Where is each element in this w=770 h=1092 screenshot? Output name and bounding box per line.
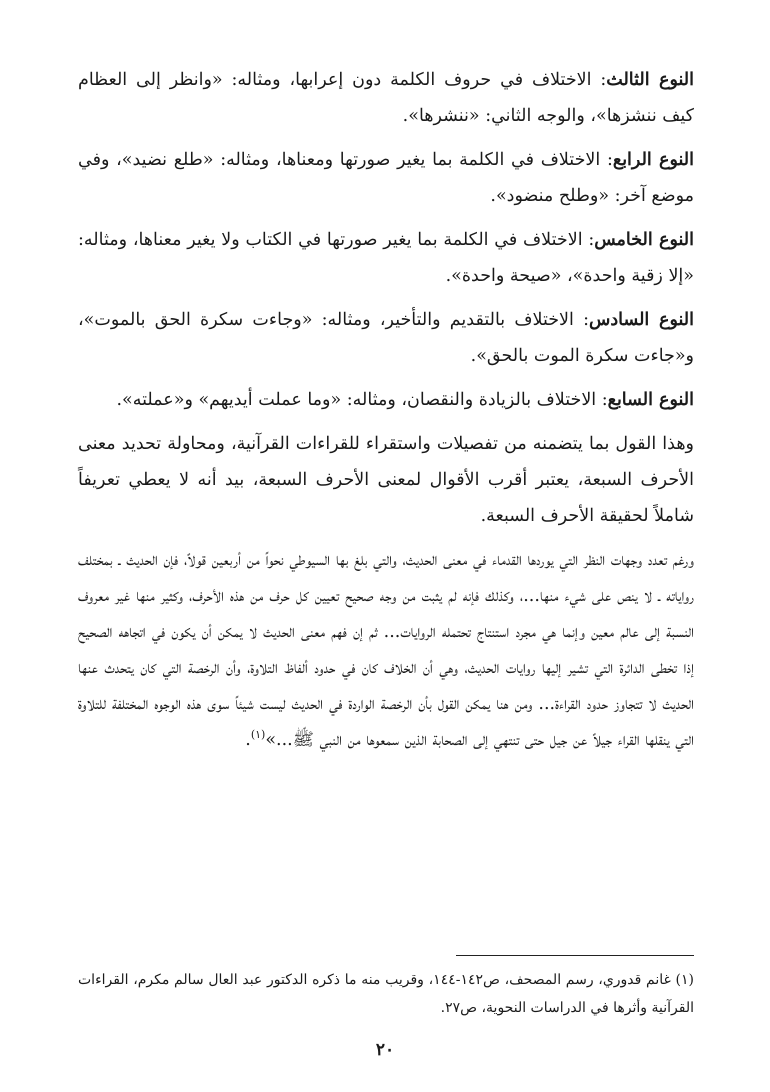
- type-4-paragraph: [78, 142, 694, 214]
- type-5-text: : الاختلاف في الكلمة بما يغير صورتها في الكتاب ولا يغير معناها، ومثاله: «إلا زقية واحدة»، «صيحة واحدة».: [78, 230, 694, 286]
- discussion-paragraph: ورغم تعدد وجهات النظر التي يوردها القدماء في معنى الحديث، والتي بلغ بها السيوطي نحواً من أربعين قولاً، فإن الحديث ـ بمختلف رواياته ـ لا ينص على شيء منها...، وكذلك فإنه لم يثبت من وجه صحيح تعيين كل حرف من هذه الأحرف، وكثير منها غير معروف النسبة إلى عالم معين وإنما هي مجرد استنتاج تحتمله الروايات... ثم إن فهم معنى الحديث لا يمكن أن يكون في اتجاهه الصحيح إذا تخطى الدائرة التي تشير إليها روايات الحديث، وهي أن الخلاف كان في حدود ألفاظ التلاوة، وأن الرخصة التي كان يتحدث عنها الحديث لا تتجاوز حدود القراءة... ومن هنا يمكن القول بأن الرخصة الواردة في الحديث ليست شيئاً سوى هذه الوجوه المختلفة للتلاوة التي ينقلها القراء جيلاً عن جيل حتى تنتهي إلى الصحابة الذين سمعوها من النبي ﷺ...»$^{(١)}$.: [78, 550, 694, 750]
- footnote-reference: (١): [250, 728, 266, 742]
- type-7-heading: النوع السابع: [607, 390, 694, 410]
- summary-paragraph: وهذا القول بما يتضمنه من تفصيلات واستقراء للقراءات القرآنية، ومحاولة تحديد معنى الأحرف السبعة، يعتبر أقرب الأقوال لمعنى الأحرف السبعة، بيد أنه لا يعطي تعريفاً شاملاً لحقيقة الأحرف السبعة.: [78, 434, 694, 526]
- page-body: [78, 62, 694, 766]
- type-7-paragraph: [78, 382, 694, 418]
- type-6-paragraph: [78, 302, 694, 374]
- footnote: (١) غانم قدوري، رسم المصحف، ص١٤٢-١٤٤، وقريب منه ما ذكره الدكتور عبد العال سالم مكرم، القراءات القرآنية وأثرها في الدراسات النحوية، ص٢٧.: [78, 972, 694, 1016]
- type-4-text: : الاختلاف في الكلمة بما يغير صورتها ومعناها، ومثاله: «طلع نضيد»، وفي موضع آخر: «وطلح منضود».: [78, 150, 694, 206]
- type-3-paragraph: [78, 62, 694, 134]
- footnote-divider: [456, 955, 694, 956]
- type-5-paragraph: [78, 222, 694, 294]
- type-3-text: : الاختلاف في حروف الكلمة دون إعرابها، ومثاله: «وانظر إلى العظام كيف ننشزها»، والوجه الثاني: «ننشرها».: [78, 70, 694, 126]
- type-5-heading: النوع الخامس: [594, 230, 694, 250]
- type-3-heading: النوع الثالث: [606, 70, 694, 90]
- type-6-heading: النوع السادس: [589, 310, 694, 330]
- discussion-text: ورغم تعدد وجهات النظر التي يوردها القدماء في معنى الحديث، والتي بلغ بها السيوطي نحواً من أربعين قولاً، فإن الحديث ـ بمختلف رواياته ـ لا ينص على شيء منها...، وكذلك فإنه لم يثبت من وجه صحيح تعيين كل حرف من هذه الأحرف، وكثير منها غير معروف النسبة إلى عالم معين وإنما هي مجرد استنتاج تحتمله الروايات... ثم إن فهم معنى الحديث لا يمكن أن يكون في اتجاهه الصحيح إذا تخطى الدائرة التي تشير إليها روايات الحديث، وهي أن الخلاف كان في حدود ألفاظ التلاوة، وأن الرخصة التي كان يتحدث عنها الحديث لا تتجاوز حدود القراءة... ومن هنا يمكن القول بأن الرخصة الواردة في الحديث ليست شيئاً سوى هذه الوجوه المختلفة للتلاوة التي ينقلها القراء جيلاً عن جيل حتى تنتهي إلى الصحابة الذين سمعوها من النبي ﷺ...»: [78, 550, 694, 750]
- type-4-heading: النوع الرابع: [612, 150, 694, 170]
- page-number: ٢٠: [375, 1040, 395, 1060]
- type-6-text: : الاختلاف بالتقديم والتأخير، ومثاله: «وجاءت سكرة الحق بالموت»، و«جاءت سكرة الموت بالحق».: [78, 310, 694, 366]
- type-7-text: : الاختلاف بالزيادة والنقصان، ومثاله: «وما عملت أيديهم» و«عملته».: [116, 390, 608, 410]
